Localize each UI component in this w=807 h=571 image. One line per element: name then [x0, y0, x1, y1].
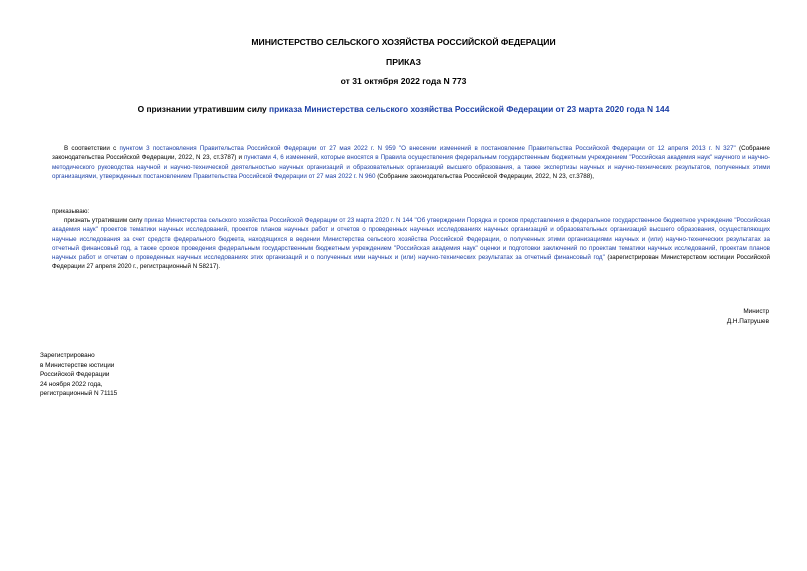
title-prefix: О признании утратившим силу: [137, 104, 270, 114]
signature-name: Д.Н.Патрушев: [726, 317, 769, 325]
registration-line-5: регистрационный N 71115: [40, 390, 118, 397]
order-word: приказываю:: [52, 208, 90, 215]
preamble-text-1: В соответствии с: [64, 145, 120, 152]
document-date-number: от 31 октября 2022 года N 773: [340, 76, 467, 86]
signature-position: Министр: [743, 308, 769, 315]
preamble-link-1[interactable]: пунктом 3 постановления Правительства Российской Федерации от 27 мая 2022 г. N 959 "О внесении изменений в постановление Правительства Российской Федерации от 12 апреля 2013 г. N 327": [119, 145, 736, 152]
preamble-text-2: (Собрание законодательства Российской Федерации, 2022, N 23, ст.3787) и: [52, 145, 771, 162]
document-type: ПРИКАЗ: [386, 57, 421, 67]
ministry-heading: МИНИСТЕРСТВО СЕЛЬСКОГО ХОЗЯЙСТВА РОССИЙСКОЙ ФЕДЕРАЦИИ: [251, 37, 556, 47]
title-link[interactable]: приказа Министерства сельского хозяйства Российской Федерации от 23 марта 2020 года N 144: [269, 104, 670, 114]
preamble-link-2[interactable]: пунктами 4, 6 изменений, которые вносятся в Правила осуществления федеральным государственным бюджетным учреждением "Российская академия наук" научного и научно-методического руководства научной и научно-технической деятельностью научных организаций и образовательных организаций высшего образования, а также экспертизы научных и научно-технических результатов, полученных этими организациями, утвержденных постановлением Правительства Российской Федерации от 27 мая 2022 г. N 960: [52, 154, 770, 180]
order-word-paragraph: [52, 207, 770, 216]
decision-link[interactable]: приказ Министерства сельского хозяйства Российской Федерации от 23 марта 2020 г. N 144 "Об утверждении Порядка и сроков представления в федеральное государственное бюджетное учреждение "Российская академия наук" проектов тематики научных исследований, проектов планов научных работ и отчетов о проведенных научных исследованиях научных организаций и образовательных организаций высшего образования, осуществляющих научные исследования за счет средств федерального бюджета, находящихся в ведении Министерства сельского хозяйства Российской Федерации, о полученных этими организациями научных и (или) научно-технических результатах за отчетный финансовый год, а также сроков проведения федеральным государственным бюджетным учреждением "Российская академия наук" оценки и подготовки заключений по проектам тематики научных исследований, проектам планов научных работ и отчетам о проведенных научных исследованиях этих организаций и о полученных ими научных и (или) научно-технических результатах за отчетный финансовый год": [52, 217, 770, 262]
signature-block: [727, 307, 769, 326]
decision-text-2: (зарегистрирован Министерством юстиции Российской Федерации 27 апреля 2020 г., регистрационный N 58217).: [52, 254, 770, 271]
preamble-text-3: (Собрание законодательства Российской Федерации, 2022, N 23, ст.3788),: [375, 172, 594, 180]
registration-block: [40, 351, 117, 399]
registration-line-4: 24 ноября 2022 года,: [40, 380, 103, 388]
registration-line-1: Зарегистрировано: [40, 352, 95, 359]
preamble-paragraph: [52, 144, 770, 181]
registration-line-3: Российской Федерации: [40, 371, 110, 378]
registration-line-2: в Министерстве юстиции: [40, 361, 115, 369]
decision-paragraph: [52, 216, 770, 272]
decision-text-1: признать утратившим силу: [64, 217, 145, 224]
document-title: [60, 104, 747, 114]
